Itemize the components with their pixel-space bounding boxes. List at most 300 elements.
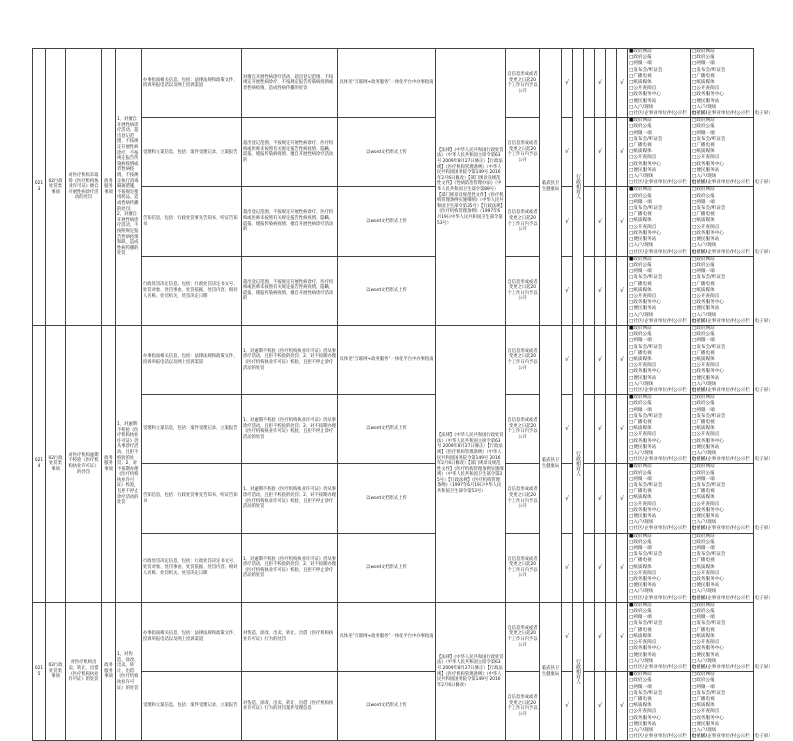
channel-option[interactable]: □便民服务站 — [692, 514, 720, 520]
channel-option[interactable]: □入户/现场 — [692, 658, 717, 664]
channel-option[interactable]: □社区/企事业单位/村公示栏（电子屏） — [692, 664, 773, 670]
channel-option[interactable]: □发布会/听证会 — [629, 552, 663, 558]
subitem-name: 告知信息，包括：行政处罚事先告知书、听证告知书 — [142, 464, 242, 533]
channel-option[interactable]: □纸质媒体 — [692, 495, 715, 501]
channel-option[interactable]: □广播电视 — [629, 558, 652, 564]
subitem-time: 以word文档形式上传 — [338, 256, 436, 325]
channel-option[interactable]: □社区/企事业单位/村公示栏（电子屏） — [629, 249, 710, 255]
channel-option[interactable]: □社区/企事业单位/村公示栏（电子屏） — [692, 249, 773, 255]
row-subject: 临武县卫生健康局 — [540, 325, 562, 602]
check-cell — [606, 533, 617, 602]
channel-option[interactable]: □纸质媒体 — [629, 149, 652, 155]
channel-option[interactable]: ■政府网站 — [629, 118, 652, 124]
channel-option[interactable]: □两微一端 — [692, 199, 715, 205]
table-row — [33, 49, 754, 118]
check-mark: √ — [595, 395, 606, 464]
channel-option[interactable]: □纸质媒体 — [692, 703, 715, 709]
channel-option[interactable]: □发布会/听证会 — [629, 67, 663, 73]
channel-option[interactable]: □政务服务中心 — [692, 230, 724, 236]
channel-option[interactable]: □公开查阅点 — [629, 86, 657, 92]
channel-option[interactable]: □便民服务站 — [692, 98, 720, 104]
check-mark: √ — [595, 49, 606, 118]
channel-list-secondary — [691, 602, 773, 671]
row-basis: 1、对擅自开展性病诊疗活动，超出登记范围、不按规定开展性病诊疗、不按规定报告传染病疫情或者性病疫情，不按规定执行消毒隔离措施，不按规定使用药品、造成性病传播的处罚；2、对擅自开展性病诊疗活动，不按照规定报告性病疫情和缺，造成性病传播的处罚 — [116, 49, 142, 326]
channel-option[interactable]: □便民服务站 — [629, 237, 657, 243]
subitem-time: 具体见“互联网+政务服务”一体化平台中办事指南 — [338, 325, 436, 394]
channel-option[interactable]: □纸质媒体 — [629, 564, 652, 570]
channel-list-secondary — [691, 118, 773, 187]
channel-option[interactable]: □纸质媒体 — [692, 426, 715, 432]
channel-option[interactable]: □公开查阅点 — [629, 570, 657, 576]
channel-option[interactable]: □政府网站 — [692, 602, 715, 608]
channel-option[interactable]: □两微一端 — [629, 476, 652, 482]
subitem-time: 以word文档形式上传 — [338, 118, 436, 187]
channel-list-secondary — [691, 49, 773, 118]
channel-option[interactable]: □入户/现场 — [629, 727, 654, 733]
channel-option[interactable]: □便民服务站 — [692, 721, 720, 727]
channel-option[interactable]: □政务服务中心 — [692, 507, 724, 513]
channel-option[interactable]: □两微一端 — [629, 269, 652, 275]
channel-option[interactable]: □公开查阅点 — [692, 709, 720, 715]
channel-option[interactable]: □政务服务中心 — [692, 161, 724, 167]
check-cell — [606, 325, 617, 394]
row-basis: 1、对逾期不校验《医疗机构执业许可证》仍从事诊疗活动，且拒不校验的处罚；2、对不按期办理《医疗机构执业许可证》校验，且拒不停止诊疗活动的处罚 — [116, 325, 142, 602]
channel-option[interactable]: □广播电视 — [692, 350, 715, 356]
channel-option[interactable]: □政务服务中心 — [692, 92, 724, 98]
channel-option[interactable]: □发布会/听证会 — [692, 483, 726, 489]
channel-option[interactable]: ■政府网站 — [629, 602, 652, 608]
subitem-content: 1、对逾期不校验《医疗机构执业许可证》仍从事诊疗活动，且拒不校验的处罚；2、对不按期办理《医疗机构执业许可证》校验，且拒不停止诊疗活动的处罚 — [242, 533, 338, 602]
channel-option[interactable]: □政府公报 — [629, 470, 652, 476]
channel-option[interactable]: □便民服务站 — [692, 375, 720, 381]
channel-option[interactable]: □政府公报 — [692, 609, 715, 615]
channel-option[interactable]: □广播电视 — [629, 350, 652, 356]
channel-option[interactable]: □社区/企事业单位/村公示栏（电子屏） — [629, 664, 710, 670]
check-mark: √ — [562, 533, 573, 602]
channel-option[interactable]: □政府网站 — [692, 325, 715, 331]
check-cell — [584, 256, 595, 325]
channel-option[interactable]: □两微一端 — [692, 130, 715, 136]
channel-option[interactable]: □社区/企事业单位/村公示栏（电子屏） — [629, 457, 710, 463]
channel-option[interactable]: □广播电视 — [692, 419, 715, 425]
channel-option[interactable]: □广播电视 — [629, 419, 652, 425]
channel-option[interactable]: □社区/企事业单位/村公示栏（电子屏） — [692, 526, 773, 532]
channel-option[interactable]: □政务服务中心 — [629, 438, 661, 444]
channel-option[interactable]: □发布会/听证会 — [629, 206, 663, 212]
channel-option[interactable]: □社区/企事业单位/村公示栏（电子屏） — [629, 734, 710, 740]
channel-option[interactable]: ■政府网站 — [629, 395, 652, 401]
channel-option[interactable]: □政务服务中心 — [629, 369, 661, 375]
channel-option[interactable]: □社区/企事业单位/村公示栏（电子屏） — [629, 111, 710, 117]
channel-option[interactable]: □政府网站 — [692, 533, 715, 539]
channel-option[interactable]: □便民服务站 — [629, 583, 657, 589]
check-cell — [584, 602, 595, 671]
channel-option[interactable]: □政府公报 — [692, 55, 715, 61]
channel-option[interactable]: □纸质媒体 — [629, 703, 652, 709]
channel-option[interactable]: □纸质媒体 — [692, 218, 715, 224]
check-mark: √ — [562, 256, 573, 325]
channel-option[interactable]: □政府网站 — [692, 464, 715, 470]
channel-option[interactable]: □发布会/听证会 — [629, 344, 663, 350]
channel-option[interactable]: □发布会/听证会 — [692, 275, 726, 281]
channel-option[interactable]: □便民服务站 — [692, 306, 720, 312]
channel-option[interactable]: □两微一端 — [692, 338, 715, 344]
row-category: 02行政处罚类事项 — [46, 602, 66, 740]
check-mark: √ — [595, 464, 606, 533]
channel-option[interactable]: □政府网站 — [692, 672, 715, 678]
channel-option[interactable]: □政务服务中心 — [629, 300, 661, 306]
channel-option[interactable]: □政务服务中心 — [629, 92, 661, 98]
channel-option[interactable]: ■政府网站 — [629, 49, 652, 54]
channel-option[interactable]: □社区/企事业单位/村公示栏（电子屏） — [692, 111, 773, 117]
channel-option[interactable]: □广播电视 — [692, 558, 715, 564]
channel-option[interactable]: □广播电视 — [629, 212, 652, 218]
channel-option[interactable]: □发布会/听证会 — [692, 690, 726, 696]
channel-option[interactable]: □广播电视 — [629, 489, 652, 495]
channel-option[interactable]: □政府公报 — [629, 262, 652, 268]
check-mark: √ — [617, 118, 628, 187]
channel-option[interactable]: □纸质媒体 — [692, 633, 715, 639]
channel-option[interactable]: □发布会/听证会 — [692, 413, 726, 419]
channel-option[interactable]: □社区/企事业单位/村公示栏（电子屏） — [629, 526, 710, 532]
channel-option[interactable]: □发布会/听证会 — [629, 275, 663, 281]
channel-option[interactable]: □入户/现场 — [629, 104, 654, 110]
channel-option[interactable]: □两微一端 — [629, 338, 652, 344]
check-mark: √ — [562, 187, 573, 256]
channel-option[interactable]: □纸质媒体 — [692, 356, 715, 362]
row-category: 02行政处罚类事项 — [46, 325, 66, 602]
channel-option[interactable]: □社区/企事业单位/村公示栏（电子屏） — [692, 595, 773, 601]
channel-option[interactable]: □政务服务中心 — [629, 161, 661, 167]
channel-option[interactable]: □入户/现场 — [692, 104, 717, 110]
check-mark: √ — [595, 533, 606, 602]
channel-option[interactable]: □纸质媒体 — [629, 356, 652, 362]
check-cell — [606, 672, 617, 741]
channel-option[interactable]: □政府公报 — [692, 470, 715, 476]
check-cell — [584, 49, 595, 118]
channel-option[interactable]: ■政府网站 — [629, 464, 652, 470]
channel-option[interactable]: □广播电视 — [692, 281, 715, 287]
channel-option[interactable]: □发布会/听证会 — [629, 136, 663, 142]
channel-option[interactable]: □政府公报 — [692, 678, 715, 684]
channel-option[interactable]: □两微一端 — [692, 546, 715, 552]
check-mark: √ — [595, 325, 606, 394]
subitem-name: 告知信息，包括：行政处罚事先告知书、听证告知书 — [142, 187, 242, 256]
channel-option[interactable]: □社区/企事业单位/村公示栏（电子屏） — [629, 318, 710, 324]
channel-option[interactable]: □政府公报 — [629, 124, 652, 130]
table-row — [33, 256, 754, 325]
subitem-name: 受理和立案信息，包括：案件受理记录、立案报告 — [142, 395, 242, 464]
channel-option[interactable]: □广播电视 — [692, 627, 715, 633]
channel-option[interactable]: □广播电视 — [692, 143, 715, 149]
channel-option[interactable]: □入户/现场 — [629, 312, 654, 318]
channel-option[interactable]: □入户/现场 — [692, 243, 717, 249]
channel-option[interactable]: □入户/现场 — [629, 174, 654, 180]
channel-option[interactable]: □政务服务中心 — [629, 507, 661, 513]
channel-option[interactable]: □发布会/听证会 — [692, 621, 726, 627]
row-subtype: 政务服务事项 — [102, 49, 116, 326]
channel-list-secondary — [691, 187, 773, 256]
channel-option[interactable]: □入户/现场 — [692, 381, 717, 387]
channel-option[interactable]: □广播电视 — [692, 696, 715, 702]
channel-option[interactable]: □两微一端 — [629, 615, 652, 621]
subitem-content: 超出登记范围、不按规定开展性病诊疗，医疗机构或医师未按照有关规定报告性病疫情，隐瞒、谎报、缓报传染病疫情、擅自开展性病诊疗活动的 — [242, 256, 338, 325]
check-mark: √ — [617, 672, 628, 741]
check-mark: √ — [562, 672, 573, 741]
channel-option[interactable]: □社区/企事业单位/村公示栏（电子屏） — [629, 180, 710, 186]
channel-option[interactable]: □纸质媒体 — [692, 564, 715, 570]
channel-option[interactable]: □两微一端 — [692, 684, 715, 690]
channel-option[interactable]: ■政府网站 — [629, 256, 652, 262]
channel-option[interactable]: □便民服务站 — [629, 98, 657, 104]
channel-option[interactable]: □纸质媒体 — [692, 287, 715, 293]
channel-option[interactable]: □两微一端 — [629, 199, 652, 205]
channel-option[interactable]: □两微一端 — [629, 684, 652, 690]
channel-option[interactable]: □两微一端 — [629, 130, 652, 136]
channel-option[interactable]: □入户/现场 — [629, 589, 654, 595]
channel-option[interactable]: □广播电视 — [692, 212, 715, 218]
channel-list-secondary — [691, 464, 773, 533]
channel-option[interactable]: □入户/现场 — [629, 243, 654, 249]
row-item: 对医疗机构未取得《医疗机构执业许可证》擅自开展性病诊疗活动的处罚 — [66, 49, 102, 326]
channel-option[interactable]: ■政府网站 — [629, 533, 652, 539]
subitem-name: 受理和立案信息，包括：案件受理记录、立案报告 — [142, 672, 242, 741]
channel-option[interactable]: □公开查阅点 — [629, 640, 657, 646]
channel-option[interactable]: □公开查阅点 — [692, 224, 720, 230]
check-mark: √ — [617, 325, 628, 394]
check-mark: √ — [617, 49, 628, 118]
channel-option[interactable]: □社区/企事业单位/村公示栏（电子屏） — [692, 180, 773, 186]
channel-option[interactable]: □政府网站 — [692, 256, 715, 262]
channel-option[interactable]: □纸质媒体 — [629, 287, 652, 293]
channel-option[interactable]: □入户/现场 — [629, 381, 654, 387]
channel-option[interactable]: □便民服务站 — [692, 237, 720, 243]
channel-option[interactable]: □政务服务中心 — [629, 715, 661, 721]
channel-option[interactable]: □发布会/听证会 — [692, 206, 726, 212]
channel-option[interactable]: □纸质媒体 — [629, 426, 652, 432]
channel-option[interactable]: □广播电视 — [629, 73, 652, 79]
channel-option[interactable]: □广播电视 — [692, 489, 715, 495]
channel-option[interactable]: □公开查阅点 — [629, 501, 657, 507]
channel-option[interactable]: □两微一端 — [692, 61, 715, 67]
subitem-time: 以word文档形式上传 — [338, 464, 436, 533]
channel-option[interactable]: □政务服务中心 — [692, 577, 724, 583]
channel-option[interactable]: □公开查阅点 — [629, 363, 657, 369]
channel-option[interactable]: □公开查阅点 — [692, 293, 720, 299]
channel-option[interactable]: □政府网站 — [692, 49, 715, 54]
channel-option[interactable]: □政府公报 — [629, 678, 652, 684]
channel-option[interactable]: □公开查阅点 — [692, 640, 720, 646]
channel-option[interactable]: □入户/现场 — [692, 520, 717, 526]
channel-option[interactable]: □政府公报 — [629, 539, 652, 545]
channel-option[interactable]: □入户/现场 — [692, 451, 717, 456]
channel-option[interactable]: □政府网站 — [692, 395, 715, 401]
channel-option[interactable]: □便民服务站 — [629, 514, 657, 520]
channel-option[interactable]: □政务服务中心 — [692, 369, 724, 375]
channel-option[interactable]: □社区/企事业单位/村公示栏（电子屏） — [692, 734, 773, 740]
channel-option[interactable]: ■政府网站 — [629, 187, 652, 193]
channel-option[interactable]: □政府公报 — [692, 193, 715, 199]
channel-option[interactable]: □政务服务中心 — [692, 646, 724, 652]
channel-option[interactable]: □发布会/听证会 — [629, 690, 663, 696]
channel-option[interactable]: □广播电视 — [692, 73, 715, 79]
subitem-content: 1、对逾期不校验《医疗机构执业许可证》仍从事诊疗活动，且拒不校验的处罚；2、对不按期办理《医疗机构执业许可证》校验，且拒不停止诊疗活动的处罚 — [242, 395, 338, 464]
channel-option[interactable]: □社区/企事业单位/村公示栏（电子屏） — [629, 595, 710, 601]
table-row — [33, 533, 754, 602]
check-cell — [606, 187, 617, 256]
channel-option[interactable]: □社区/企事业单位/村公示栏（电子屏） — [692, 318, 773, 324]
channel-option[interactable]: □政府公报 — [692, 401, 715, 407]
channel-option[interactable]: □便民服务站 — [629, 721, 657, 727]
channel-option[interactable]: ■政府网站 — [629, 325, 652, 331]
channel-option[interactable]: □入户/现场 — [692, 727, 717, 733]
row-subtype: 政务服务事项 — [102, 325, 116, 602]
channel-option[interactable]: □发布会/听证会 — [692, 136, 726, 142]
channel-option[interactable]: □两微一端 — [629, 407, 652, 413]
check-cell — [606, 49, 617, 118]
channel-option[interactable]: □公开查阅点 — [629, 432, 657, 438]
channel-option[interactable]: □便民服务站 — [629, 167, 657, 173]
table-row — [33, 187, 754, 256]
channel-option[interactable]: □广播电视 — [629, 143, 652, 149]
channel-option[interactable]: □政府公报 — [629, 55, 652, 61]
channel-option[interactable]: □纸质媒体 — [629, 80, 652, 86]
channel-option[interactable]: □纸质媒体 — [629, 633, 652, 639]
check-cell — [584, 325, 595, 394]
check-mark: √ — [617, 395, 628, 464]
row-basis: 1、对伪造、涂改、出卖、转让、出借《医疗机构执业许可证》的处罚 — [116, 602, 142, 740]
channel-option[interactable]: □社区/企事业单位/村公示栏（电子屏） — [692, 387, 773, 393]
check-cell — [584, 395, 595, 464]
channel-option[interactable]: □公开查阅点 — [692, 501, 720, 507]
channel-option[interactable]: □便民服务站 — [692, 652, 720, 658]
channel-option[interactable]: □政府公报 — [629, 609, 652, 615]
channel-option[interactable]: □政府公报 — [692, 124, 715, 130]
subitem-name: 行政处罚决定信息，包括：行政处罚决定书文号、处罚对象、处罚事由、处罚依据、处罚内容、相对人名称、处罚机关、处罚决定日期 — [142, 533, 242, 602]
channel-option[interactable]: □便民服务站 — [692, 444, 720, 450]
channel-option[interactable]: □政务服务中心 — [629, 577, 661, 583]
subitem-time: 以word文档形式上传 — [338, 187, 436, 256]
channel-option[interactable]: □政府公报 — [629, 193, 652, 199]
channel-option[interactable]: □入户/现场 — [692, 589, 717, 595]
row-law: 【法律】《中华人民共和国行政处罚法》（中华人民共和国主席令第63号 2009年8月27日修正）【行政法规】《医疗机构管理条例》（中华人民共和国国务院令第149号 2016年2月6日修改）【部门规章及规范性文件】《性病防治管理办法》（中华人民共和国卫生部令第89号）【部门规章及规范性文件】《医疗机构管理条例实施细则》（中华人民共和国卫生部令第35号）【行政法规】《医疗机构管理条例》（1997年6月19日中华人民共和国卫生部令第53号） — [436, 49, 506, 326]
channel-option[interactable]: □公开查阅点 — [692, 432, 720, 438]
channel-option[interactable]: □入户/现场 — [629, 658, 654, 664]
subitem-name: 受理和立案信息，包括：案件受理记录、立案报告 — [142, 118, 242, 187]
check-mark: √ — [617, 602, 628, 671]
channel-option[interactable]: □公开查阅点 — [692, 86, 720, 92]
channel-option[interactable]: □政务服务中心 — [629, 230, 661, 236]
channel-option[interactable]: □发布会/听证会 — [692, 67, 726, 73]
channel-option[interactable]: □政府公报 — [692, 539, 715, 545]
channel-option[interactable]: □政务服务中心 — [629, 646, 661, 652]
channel-option[interactable]: □入户/现场 — [629, 451, 654, 456]
channel-option[interactable]: □发布会/听证会 — [692, 344, 726, 350]
channel-option[interactable]: □纸质媒体 — [629, 218, 652, 224]
subitem-content: 对擅自开展性病诊疗活动，超出登记范围、不按规定开展性病诊疗、不按规定报告传染病疫情或者性病疫情，造成性病传播的处罚 — [242, 49, 338, 118]
channel-option[interactable]: □政务服务中心 — [692, 438, 724, 444]
channel-option[interactable]: □政府网站 — [692, 118, 715, 124]
channel-option[interactable]: □两微一端 — [692, 615, 715, 621]
channel-option[interactable]: □便民服务站 — [629, 652, 657, 658]
check-mark: √ — [562, 325, 573, 394]
channel-option[interactable]: □两微一端 — [692, 476, 715, 482]
row-period: 自信息形成或者变更之日起20个工作日内予以公开 — [506, 672, 540, 741]
channel-option[interactable]: □公开查阅点 — [629, 155, 657, 161]
channel-list-primary — [628, 533, 710, 602]
channel-option[interactable]: □发布会/听证会 — [629, 483, 663, 489]
row-object: 行政相对人 — [573, 49, 584, 326]
channel-option[interactable]: □公开查阅点 — [692, 363, 720, 369]
channel-option[interactable]: □广播电视 — [629, 696, 652, 702]
channel-option[interactable]: □社区/企事业单位/村公示栏（电子屏） — [692, 457, 773, 463]
disclosure-table — [32, 48, 773, 741]
channel-option[interactable]: □政务服务中心 — [692, 715, 724, 721]
channel-option[interactable]: □入户/现场 — [629, 520, 654, 526]
row-period: 自信息形成或者变更之日起20个工作日内予以公开 — [506, 256, 540, 325]
channel-option[interactable]: □政府公报 — [629, 332, 652, 338]
channel-option[interactable]: □便民服务站 — [692, 583, 720, 589]
channel-option[interactable]: □政府网站 — [692, 187, 715, 193]
channel-option[interactable]: □公开查阅点 — [629, 709, 657, 715]
channel-option[interactable]: □广播电视 — [629, 281, 652, 287]
row-object: 行政相对人 — [573, 602, 584, 740]
channel-option[interactable]: □纸质媒体 — [629, 495, 652, 501]
row-subject: 临武县卫生健康局 — [540, 602, 562, 740]
subitem-content: 1、对逾期不校验《医疗机构执业许可证》仍从事诊疗活动，且拒不校验的处罚；2、对不按期办理《医疗机构执业许可证》校验，且拒不停止诊疗活动的处罚 — [242, 464, 338, 533]
check-cell — [606, 464, 617, 533]
check-mark: √ — [595, 118, 606, 187]
channel-option[interactable]: □广播电视 — [629, 627, 652, 633]
channel-option[interactable]: □发布会/听证会 — [629, 621, 663, 627]
subitem-name: 办事指南相关信息，包括：法律法规和政策文件、投诉举报电话以及网上投诉渠道 — [142, 325, 242, 394]
channel-option[interactable]: □公开查阅点 — [692, 155, 720, 161]
row-object: 行政相对人 — [573, 325, 584, 602]
channel-option[interactable]: □纸质媒体 — [692, 80, 715, 86]
check-cell — [584, 464, 595, 533]
channel-list-secondary — [691, 533, 773, 602]
channel-option[interactable]: □政务服务中心 — [692, 300, 724, 306]
channel-option[interactable]: □公开查阅点 — [629, 293, 657, 299]
channel-option[interactable]: □入户/现场 — [692, 312, 717, 318]
channel-option[interactable]: □两微一端 — [629, 546, 652, 552]
channel-option[interactable]: □发布会/听证会 — [692, 552, 726, 558]
channel-option[interactable]: □政府公报 — [692, 332, 715, 338]
channel-option[interactable]: □政府公报 — [692, 262, 715, 268]
channel-option[interactable]: □两微一端 — [692, 407, 715, 413]
channel-option[interactable]: □两微一端 — [692, 269, 715, 275]
channel-option[interactable]: ■政府网站 — [629, 672, 652, 678]
channel-option[interactable]: □公开查阅点 — [629, 224, 657, 230]
channel-option[interactable]: □公开查阅点 — [692, 570, 720, 576]
channel-option[interactable]: □纸质媒体 — [692, 149, 715, 155]
channel-option[interactable]: □便民服务站 — [629, 375, 657, 381]
channel-option[interactable]: □两微一端 — [629, 61, 652, 67]
channel-option[interactable]: □入户/现场 — [692, 174, 717, 180]
channel-list-secondary — [691, 256, 773, 325]
table-row — [33, 325, 754, 394]
channel-option[interactable]: □政府公报 — [629, 401, 652, 407]
table-row — [33, 672, 754, 741]
check-mark: √ — [617, 256, 628, 325]
channel-option[interactable]: □社区/企事业单位/村公示栏（电子屏） — [629, 387, 710, 393]
subitem-time: 具体见“互联网+政务服务”一体化平台中办事指南 — [338, 602, 436, 671]
channel-option[interactable]: □便民服务站 — [629, 306, 657, 312]
check-cell — [584, 118, 595, 187]
channel-option[interactable]: □便民服务站 — [629, 444, 657, 450]
channel-option[interactable]: □便民服务站 — [692, 167, 720, 173]
channel-option[interactable]: □发布会/听证会 — [629, 413, 663, 419]
